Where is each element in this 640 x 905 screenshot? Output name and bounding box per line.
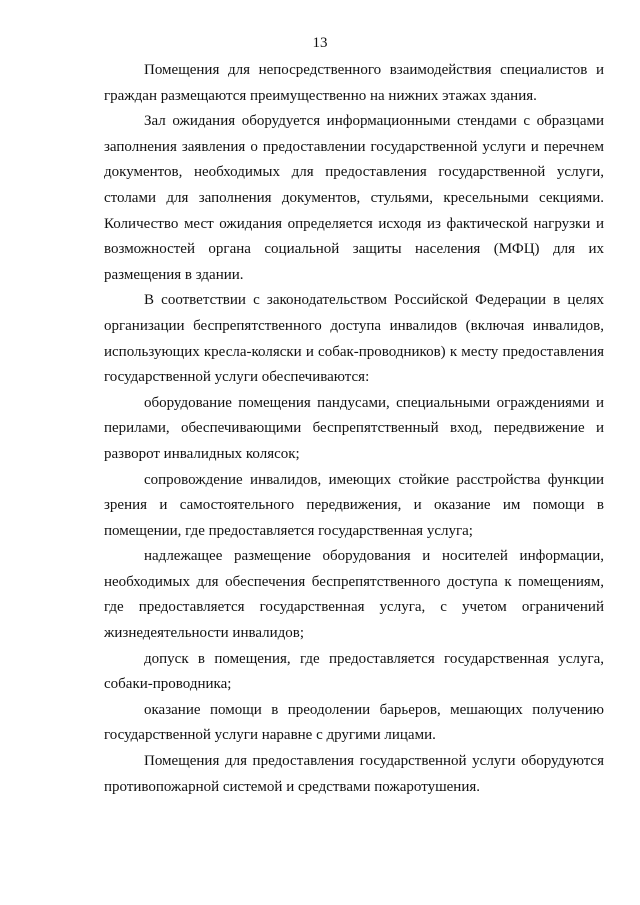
paragraph-escort-assistance: сопровождение инвалидов, имеющих стойкие расстройства функции зрения и самостоятельного передвижения, и оказание им помощи в помещении, где предоставляется государственная услуга; (104, 471, 604, 539)
paragraph-premises-location: Помещения для непосредственного взаимодействия специалистов и граждан размещаются преимущественно на нижних этажах здания. (104, 62, 604, 104)
paragraph-barrier-help: оказание помощи в преодолении барьеров, мешающих получению государственной услуги наравне с другими лицами. (104, 701, 604, 744)
paragraph-guide-dog-admission: допуск в помещения, где предоставляется государственная услуга, собаки-проводника; (104, 650, 604, 693)
paragraph-fire-safety: Помещения для предоставления государственной услуги оборудуются противопожарной системой и средствами пожаротушения. (104, 753, 604, 795)
paragraph-waiting-hall: Зал ожидания оборудуется информационными стендами с образцами заполнения заявления о предоставлении государственной услуги и перечнем документов, необходимых для предоставления государственной услуги, столами для заполнения документов, стульями, кресельными секциями. Количество мест ожидания определяется исходя из фактической нагрузки и возможностей органа социальной защиты населения (МФЦ) для их размещения в здании. (104, 113, 604, 283)
paragraph-accessibility-intro: В соответствии с законодательством Российской Федерации в целях организации беспрепятственного доступа инвалидов (включая инвалидов, использующих кресла-коляски и собак-проводников) к месту предоставления государственной услуги обеспечиваются: (104, 292, 604, 386)
paragraph-ramps-railings: оборудование помещения пандусами, специальными ограждениями и перилами, обеспечивающими беспрепятственный вход, передвижение и разворот инвалидных колясок; (104, 394, 604, 462)
page-number: 13 (312, 35, 328, 51)
document-body (104, 58, 604, 800)
paragraph-equipment-placement: надлежащее размещение оборудования и носителей информации, необходимых для обеспечения беспрепятственного доступа к помещениям, где предоставляется государственная услуга, с учетом ограничений жизнедеятельности инвалидов; (104, 548, 604, 642)
